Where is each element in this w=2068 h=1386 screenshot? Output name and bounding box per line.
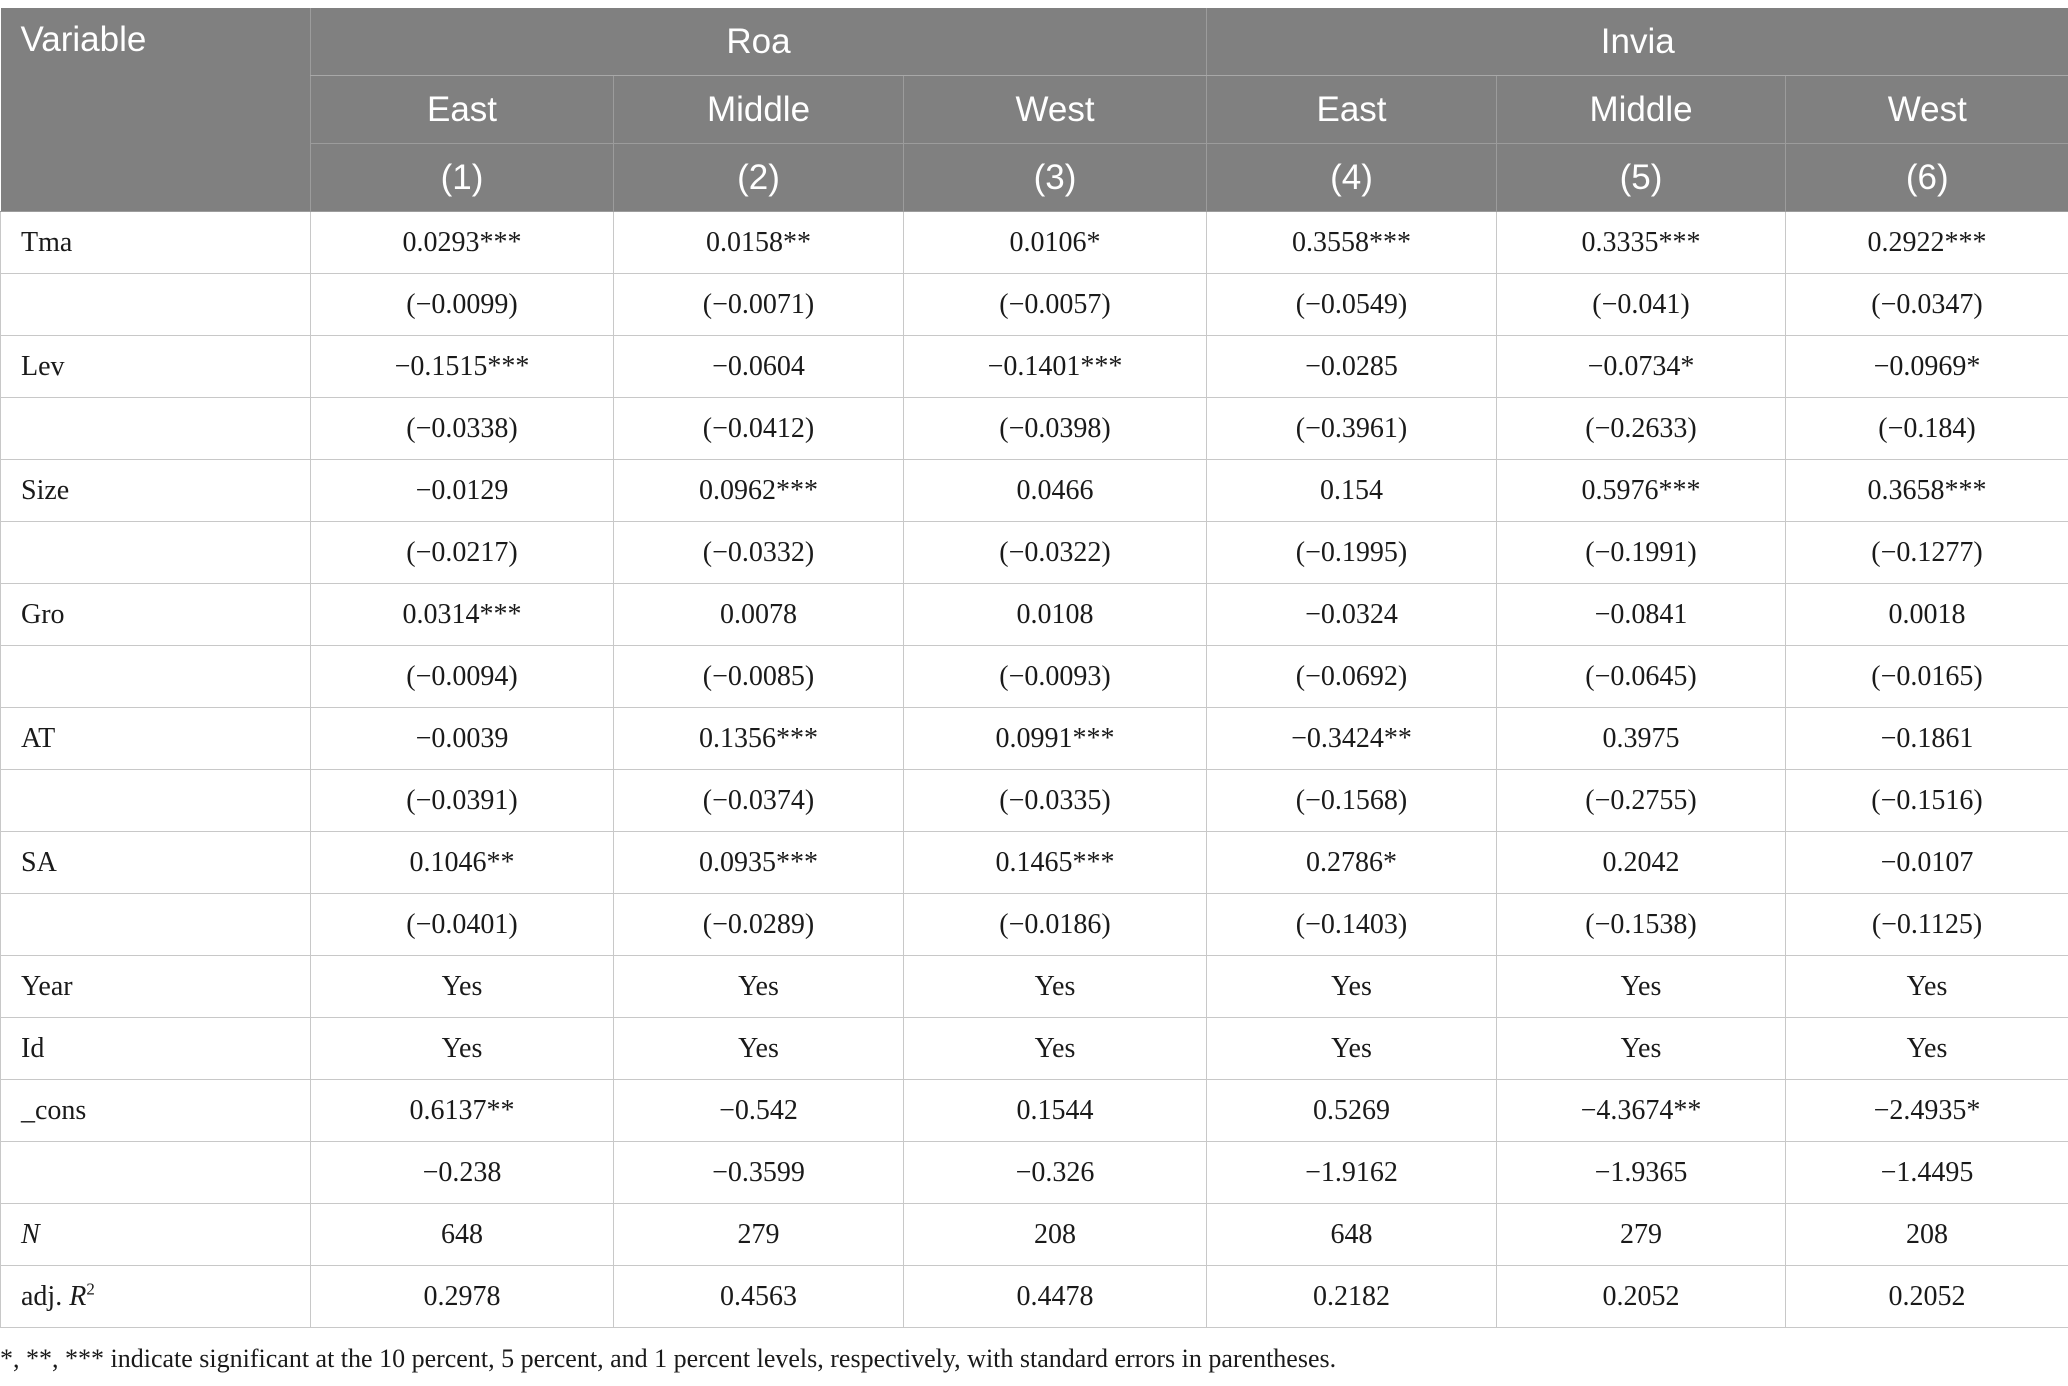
table-row xyxy=(1,522,2068,584)
table-cell: (−0.0322) xyxy=(904,522,1207,584)
table-cell: 648 xyxy=(311,1204,614,1266)
table-cell: Yes xyxy=(1497,1018,1786,1080)
table-cell: 0.6137** xyxy=(311,1080,614,1142)
table-cell: Yes xyxy=(614,1018,904,1080)
header-row-regions xyxy=(1,76,2068,144)
table-row xyxy=(1,1204,2068,1266)
table-cell: (−0.0692) xyxy=(1207,646,1497,708)
row-label xyxy=(1,1018,311,1080)
table-cell: Yes xyxy=(1786,1018,2068,1080)
regression-table xyxy=(0,8,2068,1328)
table-cell: (−0.0289) xyxy=(614,894,904,956)
table-cell: (−0.1995) xyxy=(1207,522,1497,584)
table-cell: −1.4495 xyxy=(1786,1142,2068,1204)
table-cell: (−0.0412) xyxy=(614,398,904,460)
row-label xyxy=(1,584,311,646)
row-label xyxy=(1,460,311,522)
row-label xyxy=(1,212,311,274)
table-cell: 0.2922*** xyxy=(1786,212,2068,274)
row-label xyxy=(1,1266,311,1328)
table-body xyxy=(1,212,2068,1328)
table-cell: 0.1465*** xyxy=(904,832,1207,894)
table-cell: (−0.2755) xyxy=(1497,770,1786,832)
table-row xyxy=(1,894,2068,956)
table-cell: 0.1046** xyxy=(311,832,614,894)
table-cell: (−0.0347) xyxy=(1786,274,2068,336)
group-header-roa: Roa xyxy=(311,8,1207,76)
row-label-text: Lev xyxy=(21,350,65,382)
row-label xyxy=(1,832,311,894)
row-label-superscript: 2 xyxy=(86,1279,95,1299)
row-label xyxy=(1,274,311,336)
table-cell: 0.0018 xyxy=(1786,584,2068,646)
row-label-text: Id xyxy=(21,1032,45,1064)
column-number: (5) xyxy=(1497,144,1786,212)
row-label-text: SA xyxy=(21,846,57,878)
row-label xyxy=(1,1204,311,1266)
table-cell: Yes xyxy=(1497,956,1786,1018)
row-label xyxy=(1,336,311,398)
table-row xyxy=(1,584,2068,646)
table-cell: (−0.0165) xyxy=(1786,646,2068,708)
table-cell: (−0.0549) xyxy=(1207,274,1497,336)
table-cell: −0.3599 xyxy=(614,1142,904,1204)
table-cell: 208 xyxy=(1786,1204,2068,1266)
table-row xyxy=(1,398,2068,460)
table-cell: 0.5269 xyxy=(1207,1080,1497,1142)
table-cell: 279 xyxy=(614,1204,904,1266)
table-cell: 0.2042 xyxy=(1497,832,1786,894)
table-cell: −0.0969* xyxy=(1786,336,2068,398)
table-row xyxy=(1,956,2068,1018)
table-cell: 0.2052 xyxy=(1786,1266,2068,1328)
table-cell: (−0.0338) xyxy=(311,398,614,460)
table-cell: (−0.1277) xyxy=(1786,522,2068,584)
table-cell: −0.3424** xyxy=(1207,708,1497,770)
row-label xyxy=(1,956,311,1018)
table-row xyxy=(1,1142,2068,1204)
table-cell: (−0.0057) xyxy=(904,274,1207,336)
table-cell: Yes xyxy=(1207,956,1497,1018)
table-cell: Yes xyxy=(1786,956,2068,1018)
column-number: (2) xyxy=(614,144,904,212)
table-row xyxy=(1,212,2068,274)
table-cell: 0.3558*** xyxy=(1207,212,1497,274)
table-cell: (−0.1538) xyxy=(1497,894,1786,956)
region-header: Middle xyxy=(614,76,904,144)
table-header xyxy=(1,8,2068,212)
region-header: West xyxy=(904,76,1207,144)
table-cell: Yes xyxy=(614,956,904,1018)
row-label xyxy=(1,646,311,708)
table-cell: 0.0962*** xyxy=(614,460,904,522)
table-cell: (−0.0217) xyxy=(311,522,614,584)
table-cell: (−0.0398) xyxy=(904,398,1207,460)
table-cell: Yes xyxy=(311,1018,614,1080)
region-header: Middle xyxy=(1497,76,1786,144)
table-cell: −0.0285 xyxy=(1207,336,1497,398)
table-cell: −1.9162 xyxy=(1207,1142,1497,1204)
table-cell: (−0.0645) xyxy=(1497,646,1786,708)
table-cell: −0.0841 xyxy=(1497,584,1786,646)
column-number: (4) xyxy=(1207,144,1497,212)
table-cell: (−0.0085) xyxy=(614,646,904,708)
table-cell: (−0.0335) xyxy=(904,770,1207,832)
table-cell: −0.0129 xyxy=(311,460,614,522)
table-cell: −0.1401*** xyxy=(904,336,1207,398)
table-cell: −2.4935* xyxy=(1786,1080,2068,1142)
row-label-text: N xyxy=(21,1218,40,1250)
table-cell: 0.4563 xyxy=(614,1266,904,1328)
table-cell: 0.1356*** xyxy=(614,708,904,770)
column-number: (3) xyxy=(904,144,1207,212)
column-number: (1) xyxy=(311,144,614,212)
table-cell: (−0.0374) xyxy=(614,770,904,832)
table-cell: 0.154 xyxy=(1207,460,1497,522)
table-row xyxy=(1,1018,2068,1080)
column-number: (6) xyxy=(1786,144,2068,212)
table-cell: 0.0293*** xyxy=(311,212,614,274)
table-cell: −0.0039 xyxy=(311,708,614,770)
table-row xyxy=(1,460,2068,522)
table-row xyxy=(1,1080,2068,1142)
table-cell: (−0.184) xyxy=(1786,398,2068,460)
row-label-text: AT xyxy=(21,722,56,754)
table-row xyxy=(1,1266,2068,1328)
table-cell: (−0.0071) xyxy=(614,274,904,336)
row-label xyxy=(1,770,311,832)
row-label-text: Gro xyxy=(21,598,65,630)
table-cell: (−0.0093) xyxy=(904,646,1207,708)
table-cell: −0.542 xyxy=(614,1080,904,1142)
table-cell: (−0.0332) xyxy=(614,522,904,584)
table-cell: 0.0078 xyxy=(614,584,904,646)
table-cell: (−0.0186) xyxy=(904,894,1207,956)
table-row xyxy=(1,832,2068,894)
table-row xyxy=(1,770,2068,832)
row-label xyxy=(1,894,311,956)
table-cell: (−0.041) xyxy=(1497,274,1786,336)
table-cell: (−0.0094) xyxy=(311,646,614,708)
table-cell: 0.3658*** xyxy=(1786,460,2068,522)
table-row xyxy=(1,336,2068,398)
table-cell: −0.1861 xyxy=(1786,708,2068,770)
region-header: East xyxy=(1207,76,1497,144)
table-cell: −0.0324 xyxy=(1207,584,1497,646)
table-cell: 0.0466 xyxy=(904,460,1207,522)
table-cell: 0.2182 xyxy=(1207,1266,1497,1328)
row-label-text: _cons xyxy=(21,1094,87,1126)
table-cell: 0.0314*** xyxy=(311,584,614,646)
table-footnote: *, **, *** indicate significant at the 10 percent, 5 percent, and 1 percent levels, respectively, with standard errors in parentheses. xyxy=(0,1344,1337,1373)
table-cell: (−0.0099) xyxy=(311,274,614,336)
table-cell: (−0.1516) xyxy=(1786,770,2068,832)
row-label xyxy=(1,398,311,460)
table-cell: 0.5976*** xyxy=(1497,460,1786,522)
region-header: East xyxy=(311,76,614,144)
variable-header: Variable xyxy=(1,8,311,212)
group-header-invia: Invia xyxy=(1207,8,2068,76)
header-row-numbers xyxy=(1,144,2068,212)
table-cell: (−0.0401) xyxy=(311,894,614,956)
table-cell: −0.0734* xyxy=(1497,336,1786,398)
table-row xyxy=(1,646,2068,708)
row-label xyxy=(1,1142,311,1204)
region-header: West xyxy=(1786,76,2068,144)
header-row-groups xyxy=(1,8,2068,76)
table-row xyxy=(1,708,2068,770)
table-cell: −0.1515*** xyxy=(311,336,614,398)
table-cell: 0.0106* xyxy=(904,212,1207,274)
table-row xyxy=(1,274,2068,336)
table-cell: (−0.0391) xyxy=(311,770,614,832)
table-cell: −4.3674** xyxy=(1497,1080,1786,1142)
table-cell: 0.4478 xyxy=(904,1266,1207,1328)
table-cell: 648 xyxy=(1207,1204,1497,1266)
table-cell: 0.3975 xyxy=(1497,708,1786,770)
table-cell: (−0.1403) xyxy=(1207,894,1497,956)
table-cell: (−0.1991) xyxy=(1497,522,1786,584)
table-cell: −0.0604 xyxy=(614,336,904,398)
table-cell: (−0.2633) xyxy=(1497,398,1786,460)
table-cell: Yes xyxy=(904,1018,1207,1080)
row-label-text: Tma xyxy=(21,226,73,258)
row-label-text: Size xyxy=(21,474,70,506)
table-cell: 0.0108 xyxy=(904,584,1207,646)
table-cell: 0.1544 xyxy=(904,1080,1207,1142)
table-cell: 0.3335*** xyxy=(1497,212,1786,274)
table-cell: 0.0991*** xyxy=(904,708,1207,770)
row-label xyxy=(1,522,311,584)
table-cell: 208 xyxy=(904,1204,1207,1266)
regression-table-container xyxy=(0,8,2068,1328)
table-cell: −0.238 xyxy=(311,1142,614,1204)
table-cell: 279 xyxy=(1497,1204,1786,1266)
row-label xyxy=(1,708,311,770)
table-cell: 0.0935*** xyxy=(614,832,904,894)
table-cell: −0.0107 xyxy=(1786,832,2068,894)
table-cell: 0.2978 xyxy=(311,1266,614,1328)
table-cell: Yes xyxy=(311,956,614,1018)
table-cell: −0.326 xyxy=(904,1142,1207,1204)
table-cell: −1.9365 xyxy=(1497,1142,1786,1204)
table-cell: (−0.3961) xyxy=(1207,398,1497,460)
table-cell: 0.2786* xyxy=(1207,832,1497,894)
table-cell: (−0.1125) xyxy=(1786,894,2068,956)
table-cell: Yes xyxy=(1207,1018,1497,1080)
table-cell: 0.0158** xyxy=(614,212,904,274)
row-label-text: Year xyxy=(21,970,73,1002)
row-label xyxy=(1,1080,311,1142)
table-cell: 0.2052 xyxy=(1497,1266,1786,1328)
table-cell: (−0.1568) xyxy=(1207,770,1497,832)
row-label-text: adj. R xyxy=(21,1280,87,1312)
table-cell: Yes xyxy=(904,956,1207,1018)
